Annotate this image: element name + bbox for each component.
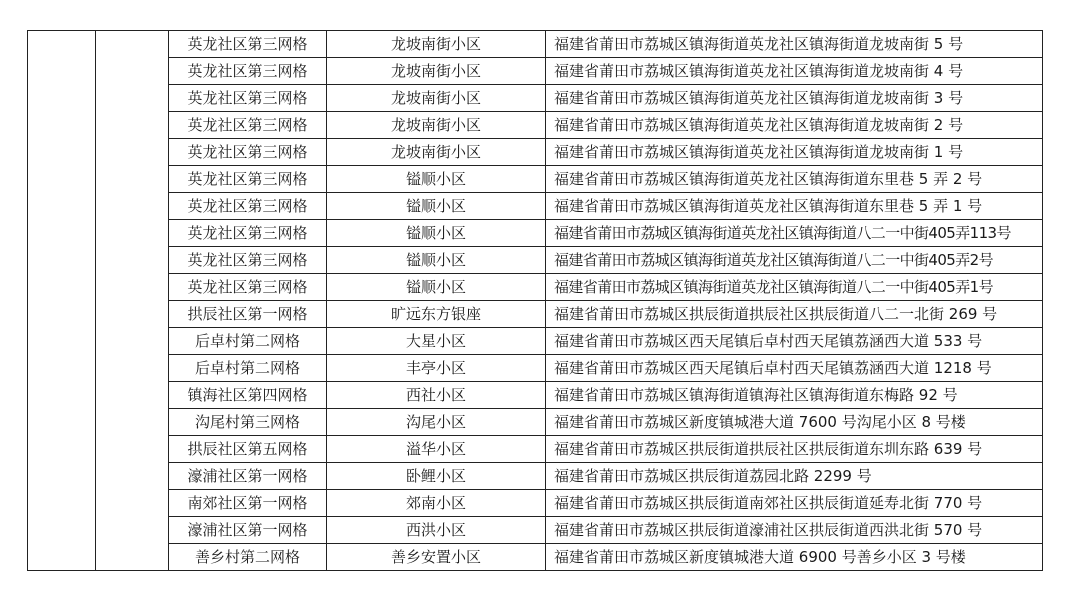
address-cell: 福建省莆田市荔城区镇海街道镇海社区镇海街道东梅路 92 号 [546,382,1043,409]
community-name-cell: 卧鲤小区 [327,463,546,490]
community-name-cell: 镒顺小区 [327,193,546,220]
address-cell: 福建省莆田市荔城区镇海街道英龙社区镇海街道龙坡南街 2 号 [546,112,1043,139]
community-name-cell: 西社小区 [327,382,546,409]
table-row [28,58,1043,85]
community-name-cell: 镒顺小区 [327,247,546,274]
blank-merged-cell-2 [96,31,169,571]
table-row [28,112,1043,139]
grid-name-cell: 南郊社区第一网格 [169,490,327,517]
grid-name-cell: 英龙社区第三网格 [169,112,327,139]
grid-name-cell: 英龙社区第三网格 [169,193,327,220]
address-cell: 福建省莆田市荔城区新度镇城港大道 6900 号善乡小区 3 号楼 [546,544,1043,571]
grid-name-cell: 拱辰社区第一网格 [169,301,327,328]
blank-merged-cell-1 [28,31,96,571]
address-cell: 福建省莆田市荔城区西天尾镇后卓村西天尾镇荔涵西大道 1218 号 [546,355,1043,382]
community-name-cell: 大星小区 [327,328,546,355]
grid-name-cell: 后卓村第二网格 [169,355,327,382]
table-row [28,328,1043,355]
table-row [28,193,1043,220]
address-cell: 福建省莆田市荔城区镇海街道英龙社区镇海街道东里巷 5 弄 2 号 [546,166,1043,193]
community-name-cell: 沟尾小区 [327,409,546,436]
address-cell: 福建省莆田市荔城区拱辰街道拱辰社区拱辰街道八二一北街 269 号 [546,301,1043,328]
table-body [28,31,1043,571]
table-row [28,301,1043,328]
table-row [28,220,1043,247]
table-row [28,544,1043,571]
table-row [28,166,1043,193]
address-cell: 福建省莆田市荔城区镇海街道英龙社区镇海街道东里巷 5 弄 1 号 [546,193,1043,220]
table-row [28,382,1043,409]
community-name-cell: 镒顺小区 [327,166,546,193]
grid-name-cell: 英龙社区第三网格 [169,58,327,85]
grid-name-cell: 英龙社区第三网格 [169,274,327,301]
community-name-cell: 溢华小区 [327,436,546,463]
community-name-cell: 龙坡南街小区 [327,31,546,58]
grid-name-cell: 濠浦社区第一网格 [169,463,327,490]
address-cell: 福建省莆田市荔城区镇海街道英龙社区镇海街道龙坡南街 3 号 [546,85,1043,112]
table-row [28,409,1043,436]
table-row [28,31,1043,58]
community-name-cell: 旷远东方银座 [327,301,546,328]
address-cell: 福建省莆田市荔城区拱辰街道拱辰社区拱辰街道东圳东路 639 号 [546,436,1043,463]
community-name-cell: 镒顺小区 [327,274,546,301]
grid-name-cell: 沟尾村第三网格 [169,409,327,436]
community-name-cell: 龙坡南街小区 [327,139,546,166]
table-row [28,463,1043,490]
grid-name-cell: 英龙社区第三网格 [169,85,327,112]
grid-name-cell: 镇海社区第四网格 [169,382,327,409]
address-cell: 福建省莆田市荔城区西天尾镇后卓村西天尾镇荔涵西大道 533 号 [546,328,1043,355]
address-cell: 福建省莆田市荔城区镇海街道英龙社区镇海街道龙坡南街 1 号 [546,139,1043,166]
table-row [28,274,1043,301]
table-row [28,517,1043,544]
address-cell: 福建省莆田市荔城区镇海街道英龙社区镇海街道龙坡南街 4 号 [546,58,1043,85]
community-name-cell: 龙坡南街小区 [327,85,546,112]
community-name-cell: 西洪小区 [327,517,546,544]
address-cell: 福建省莆田市荔城区镇海街道英龙社区镇海街道八二一中街405弄2号 [546,247,1043,274]
grid-name-cell: 善乡村第二网格 [169,544,327,571]
table-row [28,355,1043,382]
grid-name-cell: 英龙社区第三网格 [169,139,327,166]
grid-name-cell: 英龙社区第三网格 [169,166,327,193]
table-row [28,490,1043,517]
community-name-cell: 善乡安置小区 [327,544,546,571]
address-cell: 福建省莆田市荔城区镇海街道英龙社区镇海街道八二一中街405弄113号 [546,220,1043,247]
address-cell: 福建省莆田市荔城区拱辰街道南郊社区拱辰街道延寿北街 770 号 [546,490,1043,517]
community-name-cell: 龙坡南街小区 [327,58,546,85]
community-name-cell: 镒顺小区 [327,220,546,247]
community-name-cell: 龙坡南街小区 [327,112,546,139]
address-table [27,30,1043,571]
address-cell: 福建省莆田市荔城区镇海街道英龙社区镇海街道八二一中街405弄1号 [546,274,1043,301]
address-cell: 福建省莆田市荔城区新度镇城港大道 7600 号沟尾小区 8 号楼 [546,409,1043,436]
table-row [28,436,1043,463]
grid-name-cell: 濠浦社区第一网格 [169,517,327,544]
table-row [28,247,1043,274]
table-row [28,85,1043,112]
community-name-cell: 郊南小区 [327,490,546,517]
grid-name-cell: 拱辰社区第五网格 [169,436,327,463]
grid-name-cell: 英龙社区第三网格 [169,220,327,247]
table-row [28,139,1043,166]
address-cell: 福建省莆田市荔城区镇海街道英龙社区镇海街道龙坡南街 5 号 [546,31,1043,58]
grid-name-cell: 英龙社区第三网格 [169,31,327,58]
address-cell: 福建省莆田市荔城区拱辰街道荔园北路 2299 号 [546,463,1043,490]
grid-name-cell: 后卓村第二网格 [169,328,327,355]
grid-name-cell: 英龙社区第三网格 [169,247,327,274]
community-name-cell: 丰亭小区 [327,355,546,382]
address-cell: 福建省莆田市荔城区拱辰街道濠浦社区拱辰街道西洪北街 570 号 [546,517,1043,544]
